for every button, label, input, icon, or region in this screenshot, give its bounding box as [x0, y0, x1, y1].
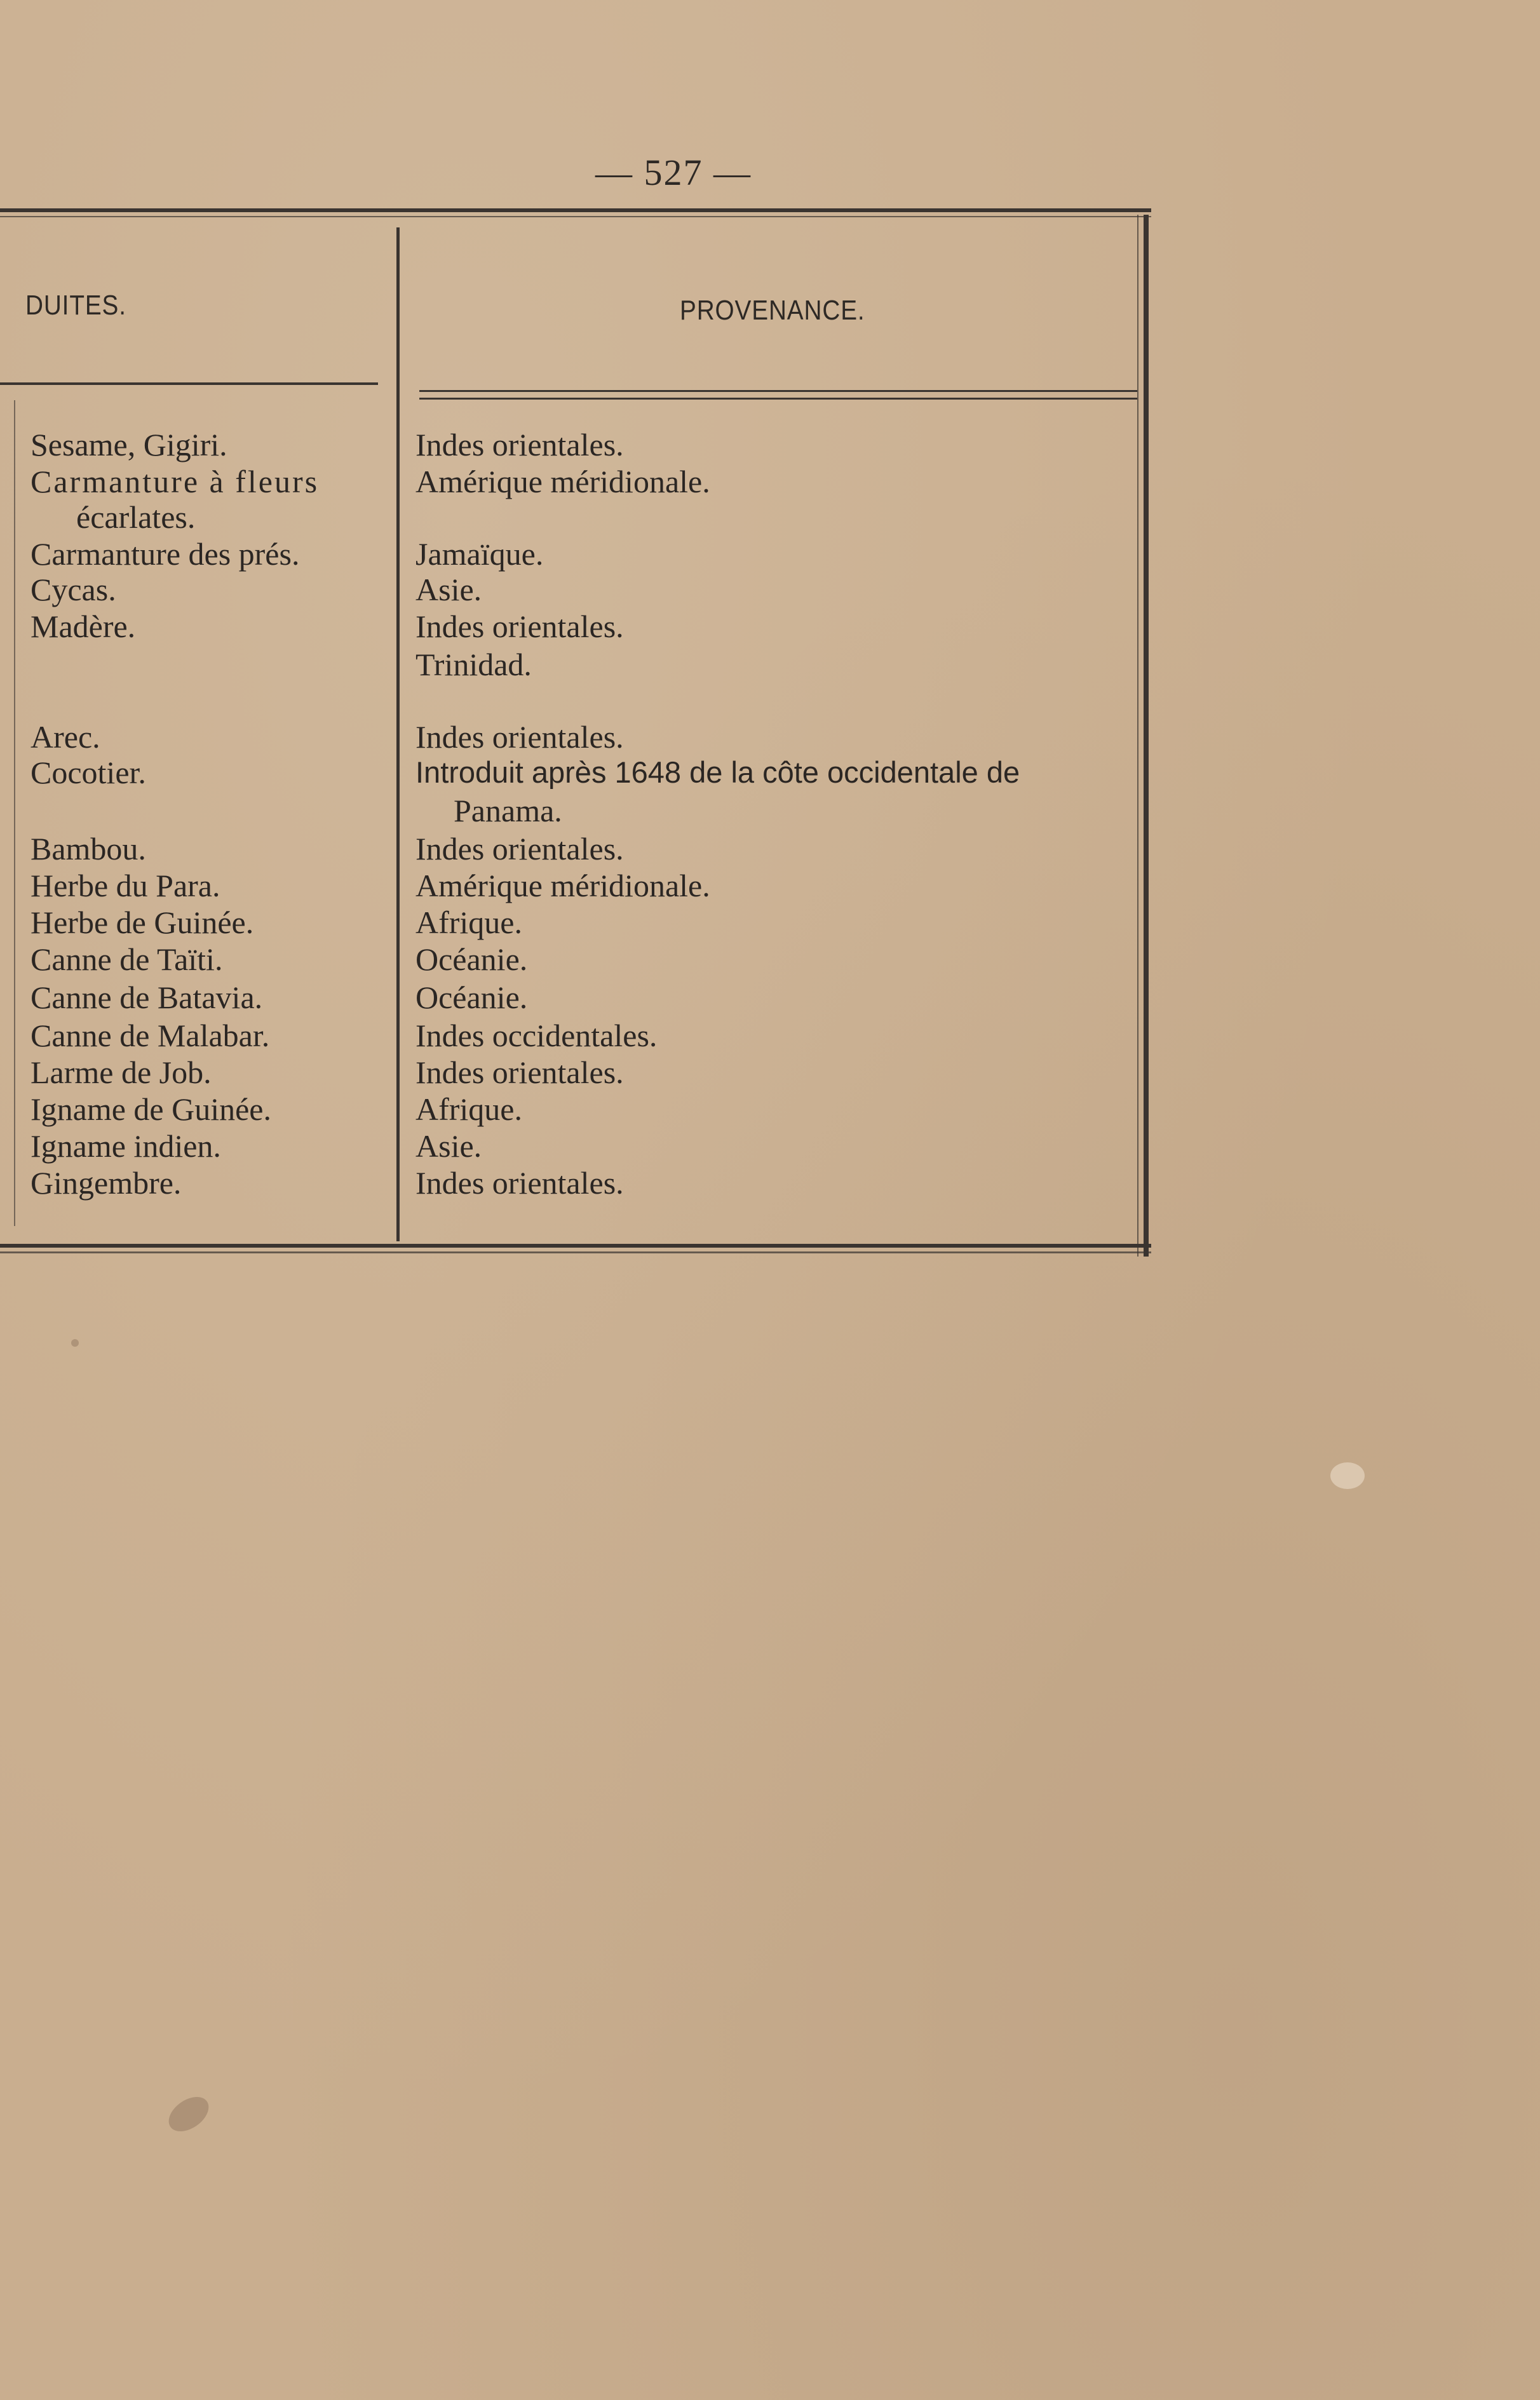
list-item: Océanie. [415, 941, 528, 977]
provenance-header: PROVENANCE. [680, 295, 865, 326]
list-item: Indes occidentales. [415, 1018, 658, 1053]
list-item: Indes orientales. [415, 1055, 624, 1090]
paper-speck [1330, 1462, 1365, 1489]
table-bottom-rule [0, 1244, 1151, 1248]
list-item: Herbe de Guinée. [30, 905, 254, 940]
header-rule-right-1 [419, 390, 1137, 392]
list-item: Indes orientales. [415, 1165, 624, 1201]
table-right-border-inner [1137, 215, 1138, 1257]
left-margin-rule [14, 400, 15, 1226]
header-rule-left [0, 382, 378, 385]
list-item: Afrique. [415, 1091, 522, 1127]
list-item: Indes orientales. [415, 609, 624, 644]
list-item: Carmanture à fleurs [30, 464, 320, 499]
list-item: Herbe du Para. [30, 868, 220, 903]
list-item: Canne de Batavia. [30, 980, 263, 1015]
table-right-border [1144, 215, 1149, 1257]
list-item: Canne de Taïti. [30, 941, 223, 977]
list-item: Introduit après 1648 de la côte occidentale de [415, 755, 1020, 789]
list-item: Asie. [415, 572, 482, 607]
list-item: Amérique méridionale. [415, 464, 710, 499]
list-item: Igname de Guinée. [30, 1091, 272, 1127]
list-item: Indes orientales. [415, 831, 624, 866]
list-item: Cocotier. [30, 755, 146, 790]
list-item: Bambou. [30, 831, 146, 866]
list-item: Afrique. [415, 905, 522, 940]
list-item: Gingembre. [30, 1165, 182, 1201]
list-item: Canne de Malabar. [30, 1018, 270, 1053]
list-item: Carmanture des prés. [30, 536, 300, 572]
list-item: Arec. [30, 719, 100, 755]
table-top-rule-thin [0, 216, 1151, 217]
list-item: Panama. [454, 793, 562, 828]
page-number: — 527 — [595, 152, 752, 193]
table-top-rule [0, 208, 1151, 212]
list-item: Sesame, Gigiri. [30, 427, 227, 462]
list-item: écarlates. [76, 499, 196, 535]
list-item: Madère. [30, 609, 136, 644]
list-item: Trinidad. [415, 647, 532, 682]
list-item: Cycas. [30, 572, 116, 607]
column-divider [396, 227, 400, 1241]
header-rule-right-2 [419, 398, 1137, 400]
paper-stain [163, 2090, 215, 2138]
table-bottom-rule-thin [0, 1251, 1151, 1253]
list-item: Océanie. [415, 980, 528, 1015]
list-item: Indes orientales. [415, 719, 624, 755]
list-item: Amérique méridionale. [415, 868, 710, 903]
list-item: Larme de Job. [30, 1055, 212, 1090]
paper-speck [71, 1339, 79, 1347]
list-item: Igname indien. [30, 1128, 221, 1164]
list-item: Asie. [415, 1128, 482, 1164]
list-item: Jamaïque. [415, 536, 544, 572]
list-item: Indes orientales. [415, 427, 624, 462]
products-header: DUITES. [25, 290, 126, 321]
